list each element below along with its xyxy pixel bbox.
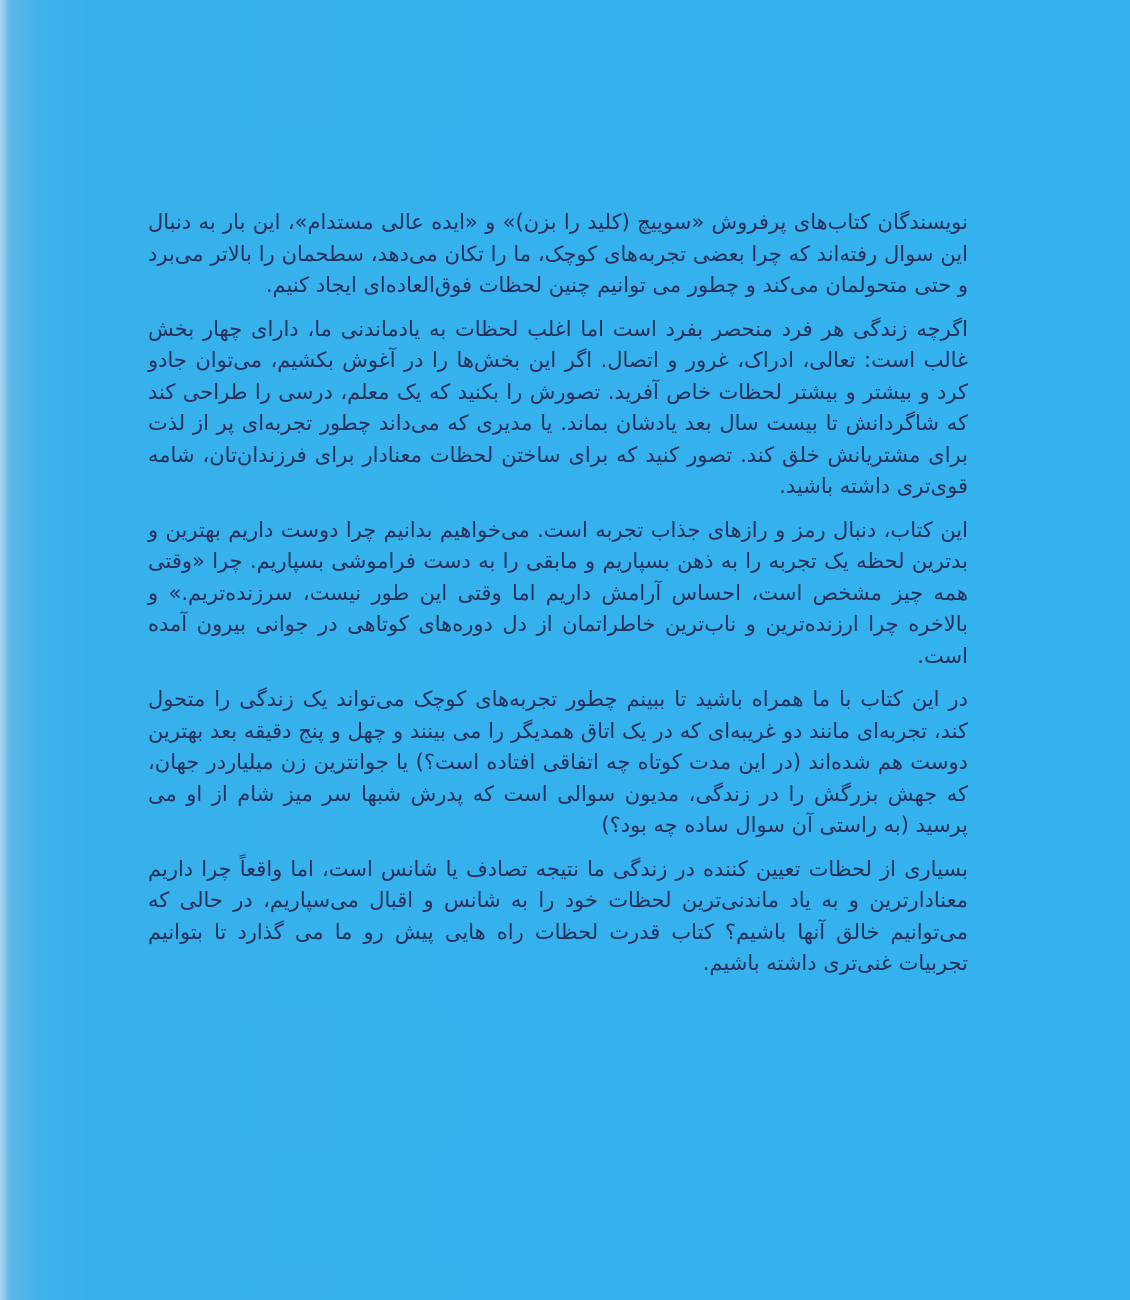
blurb-paragraph-2: اگرچه زندگی هر فرد منحصر بفرد است اما اغلب لحظات به یادماندنی ما، دارای چهار بخش غالب است: تعالی، ادراک، غرور و اتصال. اگر این بخش‌ها را در آغوش بکشیم، می‌توان جادو کرد و بیشتر و بیشتر لحظات خاص آفرید. تصورش را بکنید که یک معلم، درسی را طراحی کند که شاگردانش تا بیست سال بعد یادشان بماند. یا مدیری که می‌داند چطور تجربه‌ای پر از لذت برای مشتریانش خلق کند. تصور کنید که برای ساختن لحظات معنادار برای فرزندان‌تان، شامه قوی‌تری داشته باشید.	[148, 316, 968, 498]
book-blurb	[148, 207, 968, 992]
blurb-paragraph-3: این کتاب، دنبال رمز و رازهای جذاب تجربه است. می‌خواهیم بدانیم چرا دوست داریم بهترین و بدترین لحظه یک تجربه را به ذهن بسپاریم و مابقی را به دست فراموشی بسپاریم. چرا «وقتی همه چیز مشخص است، احساس آرامش داریم اما وقتی این طور نیست، سرزنده‌تریم.» و بالاخره چرا ارزنده‌ترین و ناب‌ترین خاطراتمان از دل دوره‌های کوتاهی در جوانی بیرون آمده است.	[148, 517, 968, 668]
spine-edge-shade	[0, 0, 8, 1300]
blurb-paragraph-4: در این کتاب با ما همراه باشید تا ببینم چطور تجربه‌های کوچک می‌تواند یک زندگی را متحول کند، تجربه‌ای مانند دو غریبه‌ای که در یک اتاق همدیگر را می بینند و چهل و پنج دقیقه بعد بهترین دوست هم شده‌اند (در این مدت کوتاه چه اتفاقی افتاده است؟) یا جوانترین زن میلیاردر جهان، که جهش بزرگش را در زندگی، مدیون سوالی است که پدرش شبها سر میز شام از او می پرسید (به راستی آن سوال ساده چه بود؟)	[148, 687, 968, 837]
blurb-paragraph-5: بسیاری از لحظات تعیین کننده در زندگی ما نتیجه تصادف یا شانس است، اما واقعاً چرا داریم معنادارترین و به یاد ماندنی‌ترین لحظات خود را به شانس و اقبال می‌سپاریم، در حالی که می‌توانیم خالق آنها باشیم؟ کتاب قدرت لحظات راه هایی پیش رو ما می گذارد تا بتوانیم تجربیات غنی‌تری داشته باشیم.	[148, 856, 968, 975]
blurb-paragraph-1: نویسندگان کتاب‌های پرفروش «سوییچ (کلید را بزن)» و «ایده عالی مستدام»، این بار به دنبال این سوال رفته‌اند که چرا بعضی تجربه‌های کوچک، ما را تکان می‌دهد، سطحمان را بالاتر می‌برد و حتی متحولمان می‌کند و چطور می توانیم چنین لحظات فوق‌العاده‌ای ایجاد کنیم.	[148, 210, 968, 297]
